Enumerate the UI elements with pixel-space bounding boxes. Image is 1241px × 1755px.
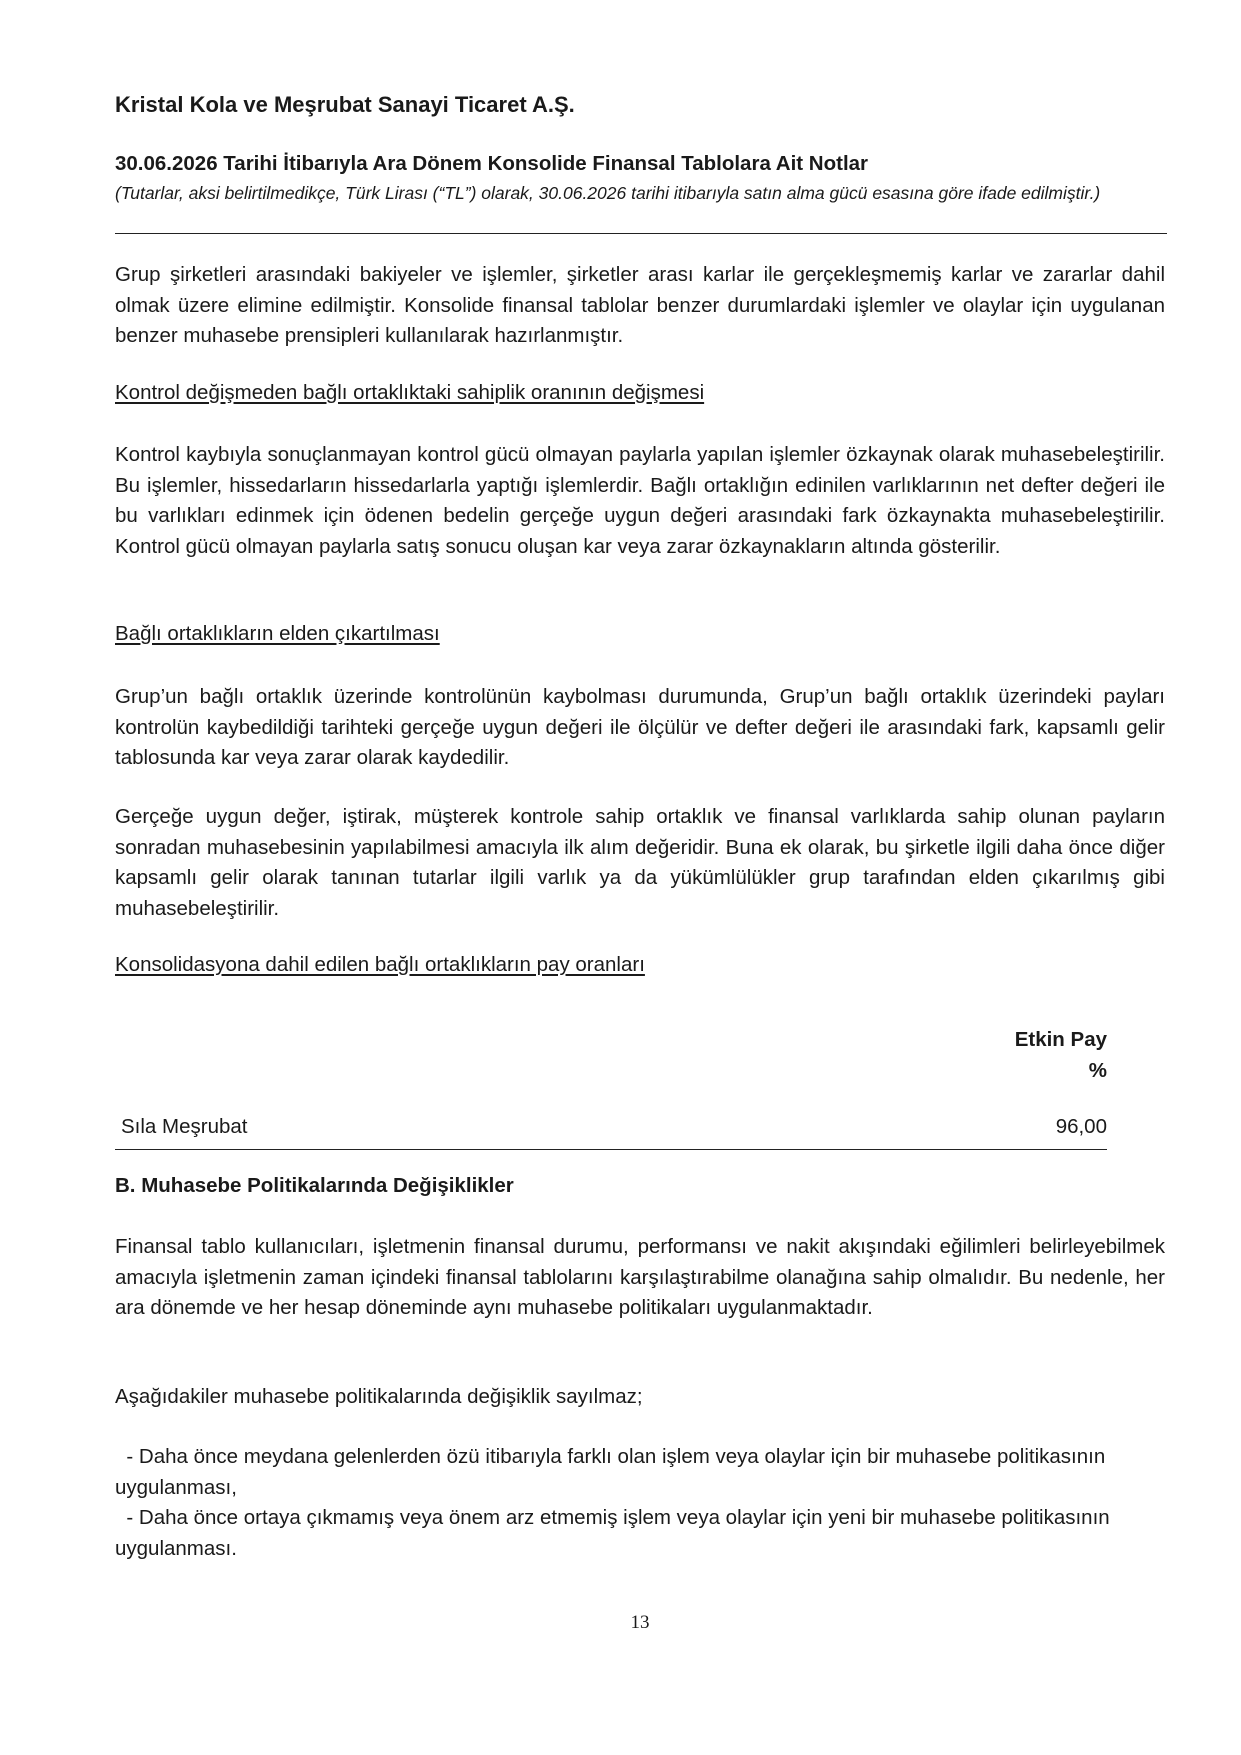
page-number: 13 — [630, 1612, 650, 1633]
list-item: - Daha önce meydana gelenlerden özü itibarıyla farklı olan işlem veya olaylar için bir muhasebe politikasının uygulanması, — [115, 1445, 1111, 1499]
company-name: Kristal Kola ve Meşrubat Sanayi Ticaret A.Ş. — [115, 92, 575, 117]
paragraph-not-policy-change: Aşağıdakiler muhasebe politikalarında değişiklik sayılmaz; — [115, 1385, 643, 1408]
subsidiary-share-value: 96,00 — [1055, 1115, 1107, 1138]
paragraph-ownership-change: Kontrol kaybıyla sonuçlanmayan kontrol gücü olmayan paylarla yapılan işlemler özkaynak olarak muhasebeleştirilir. Bu işlemler, hissedarların hissedarlarla yaptığı işlemlerdir. Bağlı ortaklığın edinilen varlıklarının net defter değeri ile bu varlıkları edinmek için ödenen bedelin gerçeğe uygun değeri arasındaki fark özkaynakta muhasebeleştirilir. Kontrol gücü olmayan paylarla satış sonucu oluşan kar veya zarar özkaynakların altında gösterilir. — [115, 443, 1165, 558]
paragraph-fair-value: Gerçeğe uygun değer, iştirak, müşterek kontrole sahip ortaklık ve finansal varlıklarda sahip olunan payların sonradan muhasebesinin yapılabilmesi amacıyla ilk alım değeridir. Buna ek olarak, bu şirketle ilgili daha önce diğer kapsamlı gelir olarak tanınan tutarlar ilgili varlık ya da yükümlülükler grup tarafından elden çıkarılmış gibi muhasebeleştirilir. — [115, 805, 1165, 920]
paragraph-policy-consistency: Finansal tablo kullanıcıları, işletmenin finansal durumu, performansı ve nakit akışındaki eğilimleri belirleyebilmek amacıyla işletmenin zaman içindeki finansal tablolarını karşılaştırabilme olanağına sahip olmalıdır. Bu nedenle, her ara dönemde ve her hesap döneminde aynı muhasebe politikaları uygulanmaktadır. — [115, 1235, 1165, 1319]
table-header-effective-share — [875, 1024, 1107, 1086]
section-b-title: B. Muhasebe Politikalarında Değişiklikler — [115, 1174, 514, 1197]
table-row — [115, 1115, 1107, 1150]
heading-disposal: Bağlı ortaklıkların elden çıkartılması — [115, 622, 440, 645]
notes-subtitle: (Tutarlar, aksi belirtilmedikçe, Türk Lirası (“TL”) olarak, 30.06.2026 tarihi itibarıyla satın alma gücü esasına göre ifade edilmiştir.) — [115, 183, 1101, 203]
header-rule — [115, 233, 1167, 234]
list-item: - Daha önce ortaya çıkmamış veya önem arz etmemiş işlem veya olaylar için yeni bir muhasebe politikasının uygulanması. — [115, 1506, 1116, 1560]
heading-subsidiary-shares: Konsolidasyona dahil edilen bağlı ortaklıkların pay oranları — [115, 953, 645, 976]
paragraph-loss-of-control: Grup’un bağlı ortaklık üzerinde kontrolünün kaybolması durumunda, Grup’un bağlı ortaklık üzerindeki payları kontrolün kaybedildiği tarihteki gerçeğe uygun değeri ile ölçülür ve defter değeri ile arasındaki fark, kapsamlı gelir tablosunda kar veya zarar olarak kaydedilir. — [115, 685, 1165, 769]
table-header-unit: % — [1088, 1059, 1107, 1082]
subsidiary-name: Sıla Meşrubat — [121, 1115, 248, 1138]
paragraph-elimination: Grup şirketleri arasındaki bakiyeler ve işlemler, şirketler arası karlar ile gerçekleşmemiş karlar ve zararlar dahil olmak üzere elimine edilmiştir. Konsolide finansal tablolar benzer durumlardaki işlemler ve olaylar için uygulanan benzer muhasebe prensipleri kullanılarak hazırlanmıştır. — [115, 263, 1165, 347]
notes-title: 30.06.2026 Tarihi İtibarıyla Ara Dönem Konsolide Finansal Tablolara Ait Notlar — [115, 152, 869, 175]
table-header-label: Etkin Pay — [1014, 1028, 1107, 1051]
heading-ownership-change: Kontrol değişmeden bağlı ortaklıktaki sahiplik oranının değişmesi — [115, 381, 705, 404]
